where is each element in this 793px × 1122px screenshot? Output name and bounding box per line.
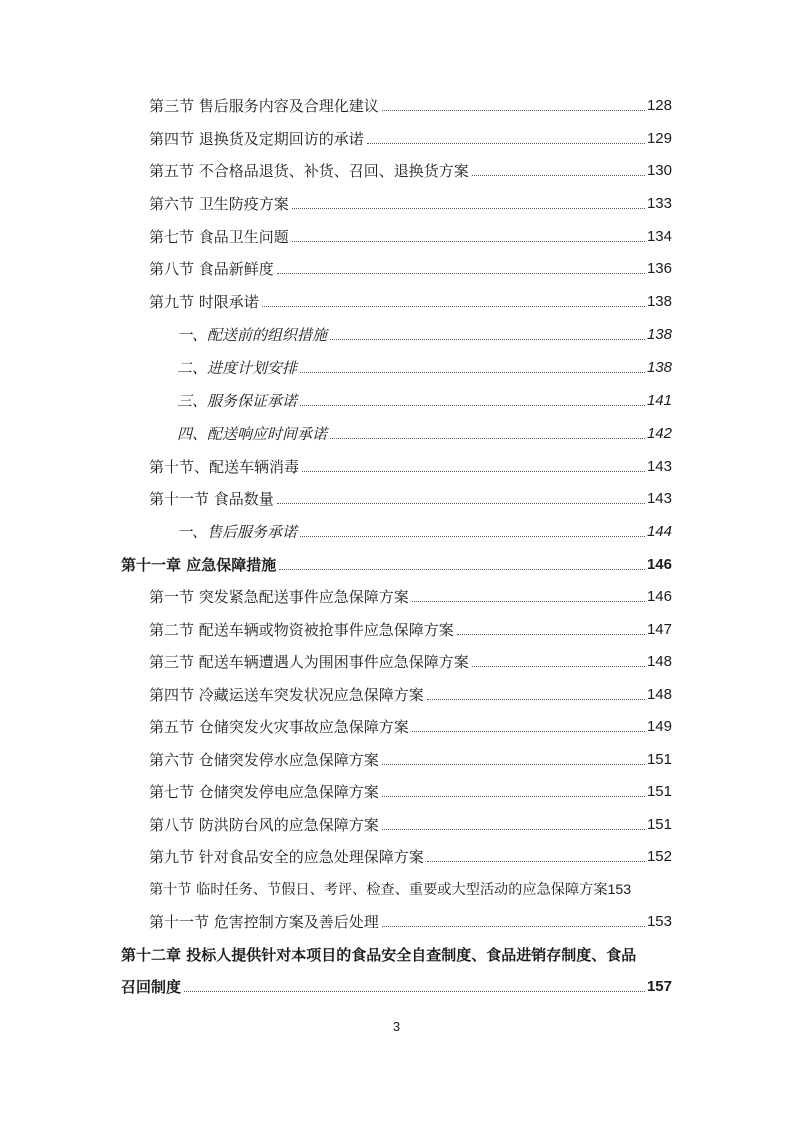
toc-entry-title: 第十节 临时任务、节假日、考评、检查、重要或大型活动的应急保障方案	[149, 882, 608, 898]
toc-entry-page: 141	[646, 392, 672, 409]
toc-entry-title: 第十节、配送车辆消毒	[149, 458, 300, 476]
dot-leader	[367, 143, 645, 144]
toc-entry-title: 第六节 卫生防疫方案	[149, 195, 289, 213]
toc-entry[interactable]	[149, 783, 672, 801]
toc-entry-page: 153	[607, 882, 632, 898]
toc-entry-title: 第八节 防洪防台风的应急保障方案	[149, 816, 379, 834]
toc-entry-title: 第十一节 危害控制方案及善后处理	[149, 913, 379, 931]
toc-entry-page: 147	[646, 621, 672, 638]
dot-leader	[382, 110, 645, 111]
toc-entry-page: 138	[646, 359, 672, 376]
toc-entry-page: 153	[646, 913, 672, 930]
dot-leader	[472, 666, 645, 667]
toc-entry-title: 第九节 针对食品安全的应急处理保障方案	[149, 848, 424, 866]
toc-entry[interactable]	[149, 653, 672, 671]
toc-entry[interactable]	[149, 881, 690, 899]
dot-leader	[277, 273, 645, 274]
dot-leader	[427, 699, 645, 700]
toc-entry-title: 二、进度计划安排	[177, 359, 298, 377]
toc-entry-page: 148	[646, 653, 672, 670]
toc-entry-page: 138	[646, 326, 672, 343]
toc-chapter-title-line1[interactable]: 第十二章 投标人提供针对本项目的食品安全自查制度、食品进销存制度、食品	[121, 946, 637, 964]
dot-leader	[277, 503, 645, 504]
toc-entry[interactable]	[149, 751, 672, 769]
toc-entry[interactable]	[149, 588, 672, 606]
dot-leader	[302, 471, 645, 472]
toc-entry[interactable]	[149, 260, 672, 278]
toc-entry-title: 第四节 冷藏运送车突发状况应急保障方案	[149, 686, 424, 704]
toc-entry[interactable]	[149, 228, 672, 246]
toc-entry-title: 第三节 配送车辆遭遇人为围困事件应急保障方案	[149, 653, 469, 671]
toc-entry[interactable]	[149, 130, 672, 148]
toc-entry[interactable]	[149, 816, 672, 834]
dot-leader	[300, 372, 645, 373]
toc-chapter-page: 157	[646, 978, 672, 995]
dot-leader	[412, 731, 645, 732]
toc-entry[interactable]	[149, 686, 672, 704]
toc-entry-page: 134	[646, 228, 672, 245]
toc-entry-title: 第八节 食品新鲜度	[149, 260, 274, 278]
toc-entry-title: 三、服务保证承诺	[177, 392, 298, 410]
toc-entry[interactable]	[149, 848, 672, 866]
toc-entry-page: 151	[646, 751, 672, 768]
toc-chapter-title: 第十一章 应急保障措施	[121, 556, 277, 574]
toc-entry-page: 130	[646, 162, 672, 179]
dot-leader	[382, 829, 645, 830]
toc-entry-page: 143	[646, 458, 672, 475]
toc-entry-page: 151	[646, 783, 672, 800]
toc-entry-page: 143	[646, 490, 672, 507]
toc-entry-title: 一、配送前的组织措施	[177, 326, 328, 344]
toc-entry-title: 第三节 售后服务内容及合理化建议	[149, 97, 379, 115]
dot-leader	[382, 764, 645, 765]
dot-leader	[262, 306, 645, 307]
toc-entry[interactable]	[149, 97, 672, 115]
dot-leader	[300, 405, 645, 406]
toc-entry-title: 第五节 仓储突发火灾事故应急保障方案	[149, 718, 409, 736]
dot-leader	[292, 208, 645, 209]
toc-chapter[interactable]	[121, 978, 672, 996]
toc-subentry[interactable]	[177, 326, 672, 344]
dot-leader	[427, 861, 645, 862]
toc-entry-title: 第七节 食品卫生问题	[149, 228, 289, 246]
toc-entry[interactable]	[149, 458, 672, 476]
toc-entry-page: 128	[646, 97, 672, 114]
dot-leader	[184, 991, 645, 992]
toc-entry[interactable]	[149, 718, 672, 736]
toc-entry-title: 四、配送响应时间承诺	[177, 425, 328, 443]
toc-entry-page: 136	[646, 260, 672, 277]
dot-leader	[457, 634, 645, 635]
toc-entry-title: 第七节 仓储突发停电应急保障方案	[149, 783, 379, 801]
toc-entry-title: 第一节 突发紧急配送事件应急保障方案	[149, 588, 409, 606]
toc-entry-title: 一、售后服务承诺	[177, 523, 298, 541]
toc-entry-title: 第四节 退换货及定期回访的承诺	[149, 130, 364, 148]
toc-chapter-title-line2: 召回制度	[121, 978, 182, 996]
toc-entry-title: 第六节 仓储突发停水应急保障方案	[149, 751, 379, 769]
toc-entry[interactable]	[149, 162, 672, 180]
toc-entry-page: 142	[646, 425, 672, 442]
page-number: 3	[392, 1019, 401, 1034]
toc-entry-page: 151	[646, 816, 672, 833]
toc-entry-page: 152	[646, 848, 672, 865]
toc-entry-page: 149	[646, 718, 672, 735]
toc-entry-title: 第九节 时限承诺	[149, 293, 259, 311]
toc-entry-page: 129	[646, 130, 672, 147]
dot-leader	[330, 438, 645, 439]
toc-chapter[interactable]	[121, 556, 672, 574]
toc-entry-page: 146	[646, 588, 672, 605]
toc-entry-page: 148	[646, 686, 672, 703]
dot-leader	[472, 175, 645, 176]
toc-subentry[interactable]	[177, 392, 672, 410]
toc-entry-title: 第十一节 食品数量	[149, 490, 274, 508]
toc-entry-title: 第二节 配送车辆或物资被抢事件应急保障方案	[149, 621, 454, 639]
dot-leader	[330, 339, 645, 340]
toc-subentry[interactable]	[177, 425, 672, 443]
dot-leader	[279, 569, 645, 570]
dot-leader	[292, 241, 645, 242]
toc-subentry[interactable]	[177, 523, 672, 541]
toc-entry-page: 144	[646, 523, 672, 540]
toc-entry-title: 第五节 不合格品退货、补货、召回、退换货方案	[149, 162, 469, 180]
toc-entry[interactable]	[149, 621, 672, 639]
toc-entry[interactable]	[149, 293, 672, 311]
dot-leader	[300, 536, 645, 537]
toc-chapter-page: 146	[646, 556, 672, 573]
dot-leader	[412, 601, 645, 602]
toc-entry-page: 133	[646, 195, 672, 212]
toc-subentry[interactable]	[177, 359, 672, 377]
toc-entry[interactable]	[149, 913, 672, 931]
dot-leader	[382, 926, 645, 927]
dot-leader	[382, 796, 645, 797]
toc-entry[interactable]	[149, 195, 672, 213]
toc-entry-page: 138	[646, 293, 672, 310]
toc-entry[interactable]	[149, 490, 672, 508]
